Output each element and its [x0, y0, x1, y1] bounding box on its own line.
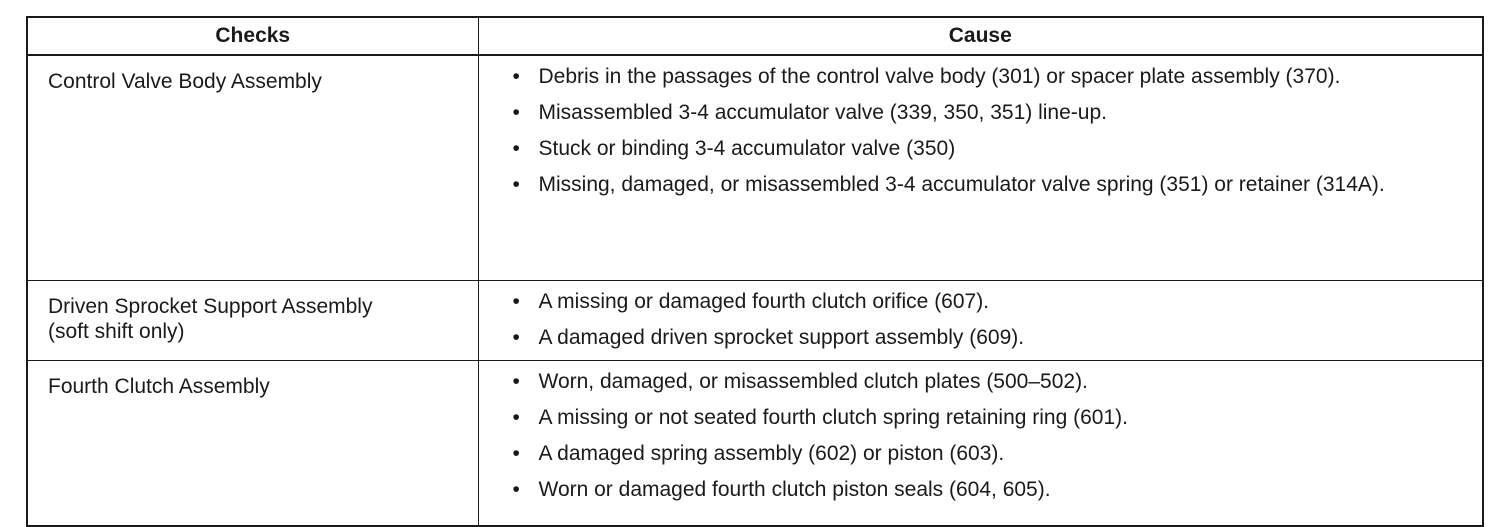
diagnosis-table-container [26, 16, 1482, 527]
cause-cell [478, 55, 1483, 281]
check-cell: Control Valve Body Assembly [27, 55, 478, 281]
bullet-icon [513, 325, 527, 350]
bullet-icon [513, 405, 527, 430]
cause-item [513, 405, 1463, 430]
cause-text: Stuck or binding 3-4 accumulator valve (350) [538, 137, 956, 160]
table-row [27, 361, 1483, 527]
cause-item [513, 64, 1463, 89]
bullet-icon [513, 100, 527, 125]
bullet-icon [513, 289, 527, 314]
header-checks: Checks [27, 17, 478, 55]
cause-text: Worn or damaged fourth clutch piston seals (604, 605). [538, 478, 1051, 501]
table-row [27, 281, 1483, 361]
check-text-line: (soft shift only) [48, 320, 185, 343]
cause-item [513, 136, 1463, 161]
cause-cell [478, 361, 1483, 527]
cause-text: Missing, damaged, or misassembled 3-4 accumulator valve spring (351) or retainer (314A). [538, 173, 1385, 196]
bullet-icon [513, 441, 527, 466]
header-row [27, 17, 1483, 55]
table-row [27, 55, 1483, 281]
cause-text: A damaged spring assembly (602) or piston (603). [538, 442, 1005, 465]
cause-text: A missing or not seated fourth clutch spring retaining ring (601). [538, 406, 1128, 429]
bullet-icon [513, 172, 527, 197]
cause-item [513, 289, 1463, 314]
cause-item [513, 100, 1463, 125]
cause-text: Misassembled 3-4 accumulator valve (339, 350, 351) line-up. [538, 101, 1107, 124]
bullet-icon [513, 477, 527, 502]
check-text-line: Driven Sprocket Support Assembly [48, 295, 373, 318]
cause-cell [478, 281, 1483, 361]
cause-item [513, 325, 1463, 350]
cause-item [513, 477, 1463, 502]
check-cell [27, 281, 478, 361]
header-cause: Cause [478, 17, 1483, 55]
cause-item [513, 441, 1463, 466]
cause-text: A damaged driven sprocket support assembly (609). [538, 326, 1025, 349]
cause-item [513, 172, 1463, 197]
cause-text: A missing or damaged fourth clutch orifice (607). [538, 290, 990, 313]
bullet-icon [513, 64, 527, 89]
bullet-icon [513, 369, 527, 394]
cause-item [513, 369, 1463, 394]
diagnosis-table [26, 16, 1484, 527]
cause-text: Worn, damaged, or misassembled clutch plates (500–502). [538, 370, 1088, 393]
bullet-icon [513, 136, 527, 161]
cause-text: Debris in the passages of the control valve body (301) or spacer plate assembly (370). [538, 65, 1341, 88]
check-cell: Fourth Clutch Assembly [27, 361, 478, 527]
